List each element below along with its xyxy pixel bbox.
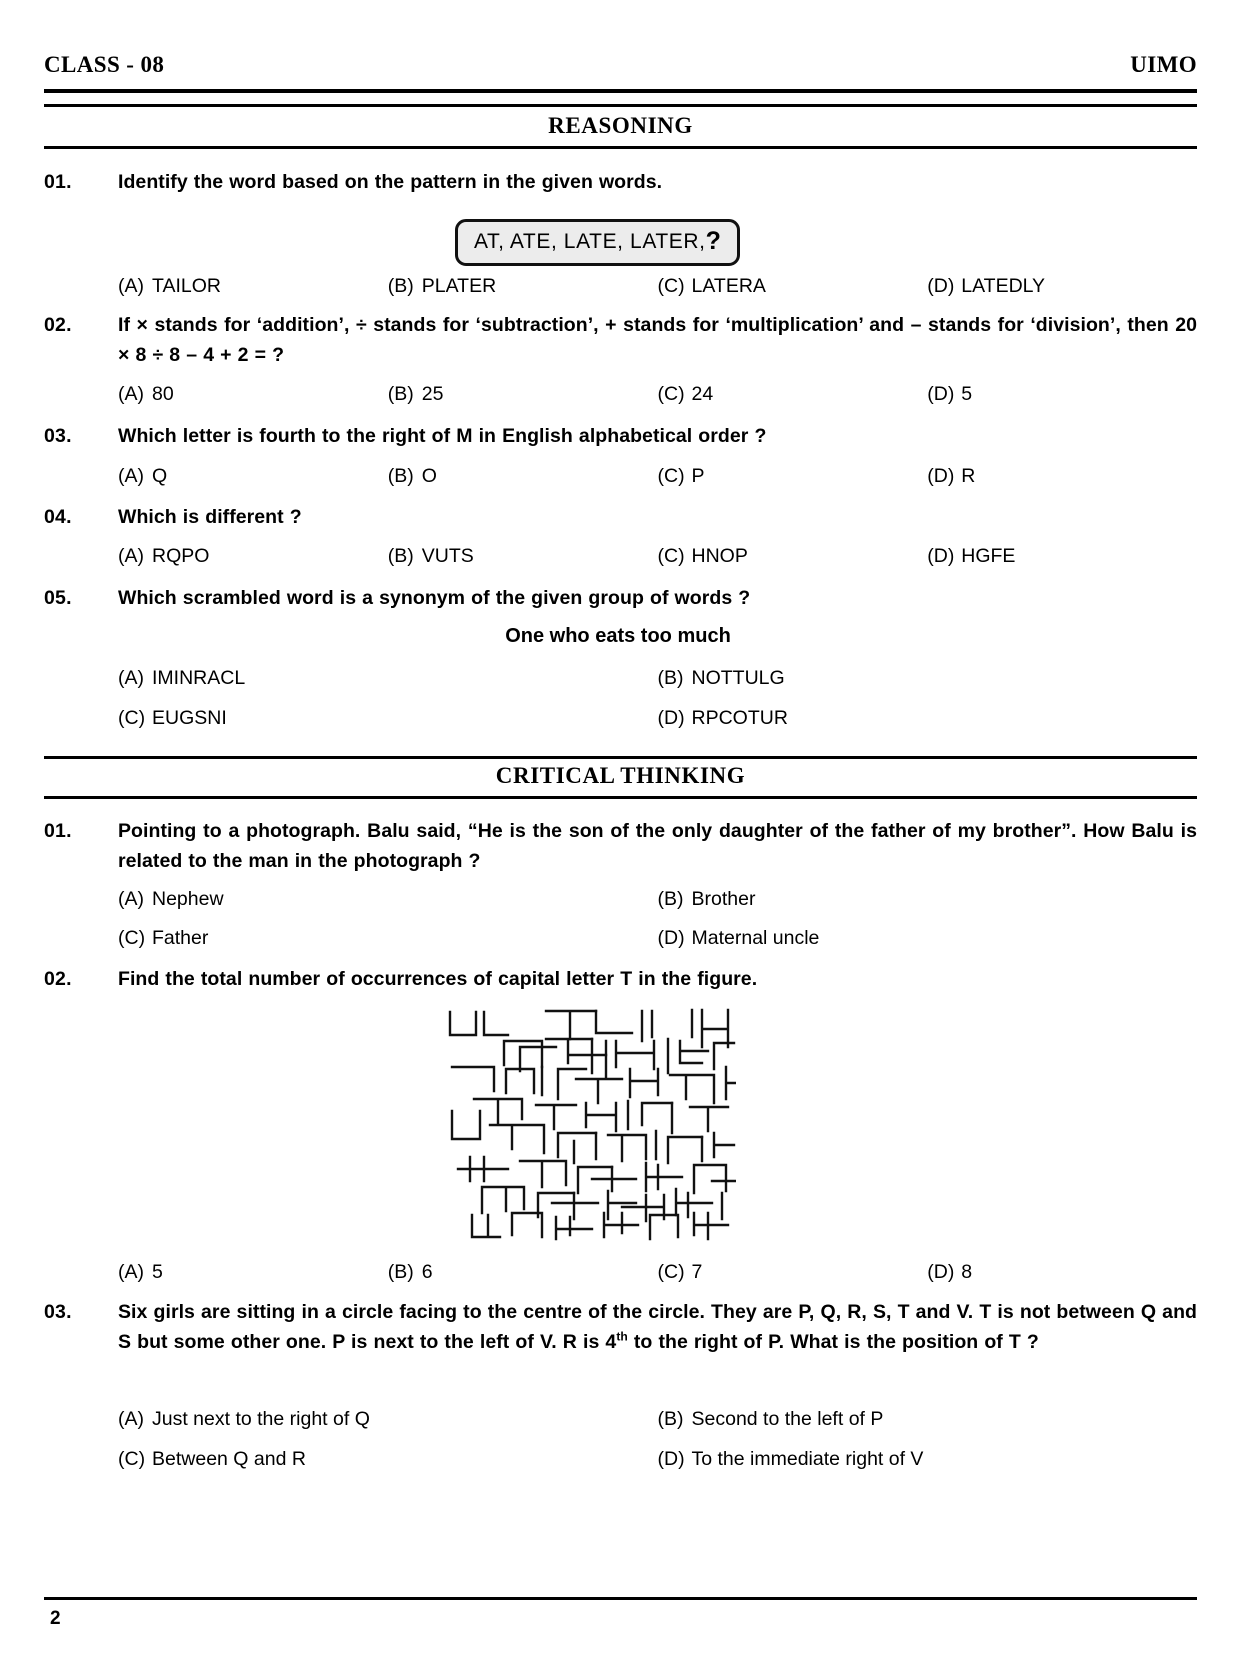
option-label: (C) — [118, 1448, 146, 1470]
option-label: (B) — [657, 667, 684, 689]
option-text: 24 — [691, 383, 714, 405]
option-label: (D) — [927, 1261, 955, 1283]
question-critical-02 — [44, 964, 1197, 994]
option-label: (B) — [657, 1408, 684, 1430]
option-text: 25 — [421, 383, 444, 405]
option-label: (A) — [118, 383, 144, 405]
question-text: Identify the word based on the pattern in the given words. — [118, 171, 663, 193]
option-text: LATEDLY — [961, 275, 1046, 297]
option-label: (C) — [657, 545, 685, 567]
option-b[interactable] — [388, 462, 658, 490]
option-text: PLATER — [421, 275, 497, 297]
option-label: (C) — [657, 465, 685, 487]
option-text: TAILOR — [152, 275, 221, 297]
option-text: Brother — [691, 888, 756, 910]
question-text — [118, 1297, 1197, 1357]
options-reasoning-04 — [118, 542, 1197, 570]
option-label: (D) — [657, 1448, 685, 1470]
option-text: 80 — [152, 383, 174, 405]
question-reasoning-02 — [44, 310, 1197, 370]
option-c[interactable] — [118, 924, 658, 952]
question-text-superscript: th — [616, 1329, 628, 1344]
maze-svg — [446, 1007, 736, 1242]
option-label: (D) — [927, 545, 955, 567]
option-d[interactable] — [927, 380, 1197, 408]
option-label: (B) — [387, 275, 414, 297]
critical-thinking-rule-top — [44, 756, 1197, 759]
options-reasoning-05-row2 — [118, 704, 1197, 732]
option-label: (B) — [387, 545, 414, 567]
option-text: 5 — [152, 1261, 163, 1283]
option-d[interactable] — [658, 1445, 1198, 1473]
question-text: Which letter is fourth to the right of M in English alphabetical order ? — [118, 425, 767, 447]
header-rule-bottom — [44, 104, 1197, 107]
option-text: Second to the left of P — [691, 1408, 884, 1430]
option-text: O — [421, 465, 437, 487]
question-text-part2: to the right of P. What is the position of T ? — [627, 1331, 1039, 1353]
option-b[interactable] — [388, 542, 658, 570]
option-label: (B) — [387, 383, 414, 405]
option-text: Between Q and R — [152, 1448, 306, 1470]
question-number: 05. — [44, 587, 72, 609]
option-a[interactable] — [118, 664, 658, 692]
option-label: (A) — [118, 545, 144, 567]
options-critical-01-row2 — [118, 924, 1197, 952]
option-c[interactable] — [118, 704, 658, 732]
option-c[interactable] — [118, 1445, 658, 1473]
options-critical-03-row1 — [118, 1405, 1197, 1433]
option-text: To the immediate right of V — [691, 1448, 924, 1470]
question-text: Pointing to a photograph. Balu said, “He is the son of the only daughter of the father of my brother”. How Balu is related to the man in the photograph ? — [118, 820, 1197, 872]
option-text: Q — [152, 465, 168, 487]
question-reasoning-05 — [44, 583, 1197, 613]
pattern-sequence-text: AT, ATE, LATE, LATER, — [474, 230, 706, 253]
option-text: Just next to the right of Q — [152, 1408, 370, 1430]
question-number: 03. — [44, 1301, 72, 1323]
option-c[interactable] — [658, 542, 928, 570]
option-text: EUGSNI — [152, 707, 227, 729]
option-a[interactable] — [118, 272, 388, 300]
section-title-text: REASONING — [548, 113, 693, 138]
question-number: 01. — [44, 820, 72, 842]
option-label: (C) — [657, 383, 685, 405]
option-a[interactable] — [118, 885, 658, 913]
option-c[interactable] — [658, 272, 928, 300]
option-a[interactable] — [118, 462, 388, 490]
header-exam-label: UIMO — [1130, 52, 1197, 77]
option-c[interactable] — [658, 1258, 928, 1286]
question-number: 01. — [44, 171, 72, 193]
question-number: 04. — [44, 506, 72, 528]
option-label: (A) — [118, 888, 144, 910]
option-b[interactable] — [658, 664, 1198, 692]
question-number: 02. — [44, 968, 72, 990]
option-label: (C) — [118, 707, 146, 729]
section-title-text: CRITICAL THINKING — [495, 763, 746, 788]
footer-rule — [44, 1597, 1197, 1600]
reasoning-rule-under — [44, 146, 1197, 149]
option-text: 7 — [691, 1261, 703, 1283]
question-number: 03. — [44, 425, 72, 447]
maze-of-line-segments-figure — [446, 1007, 736, 1242]
option-text: RQPO — [152, 545, 210, 567]
option-b[interactable] — [388, 1258, 658, 1286]
option-label: (D) — [657, 707, 685, 729]
option-text: IMINRACL — [152, 667, 246, 689]
option-text: P — [691, 465, 705, 487]
option-b[interactable] — [658, 1405, 1198, 1433]
option-label: (C) — [657, 275, 685, 297]
section-heading-reasoning — [44, 113, 1197, 139]
option-label: (C) — [657, 1261, 685, 1283]
question-critical-01 — [44, 816, 1197, 876]
option-label: (D) — [927, 383, 955, 405]
options-critical-03-row2 — [118, 1445, 1197, 1473]
option-label: (A) — [118, 465, 144, 487]
option-a[interactable] — [118, 1258, 388, 1286]
option-a[interactable] — [118, 1405, 658, 1433]
page-number: 2 — [50, 1608, 61, 1629]
option-text: 5 — [961, 383, 973, 405]
option-b[interactable] — [388, 380, 658, 408]
option-text: 6 — [421, 1261, 433, 1283]
option-text: RPCOTUR — [691, 707, 788, 729]
option-label: (A) — [118, 667, 144, 689]
option-c[interactable] — [658, 380, 928, 408]
option-label: (A) — [118, 275, 144, 297]
option-label: (A) — [118, 1408, 144, 1430]
option-label: (A) — [118, 1261, 144, 1283]
option-text: Father — [152, 927, 209, 949]
section-heading-critical-thinking — [44, 763, 1197, 789]
option-a[interactable] — [118, 380, 388, 408]
question-reasoning-03 — [44, 421, 1197, 451]
critical-thinking-rule-under — [44, 796, 1197, 799]
option-text: LATERA — [691, 275, 766, 297]
question-text: Which is different ? — [118, 506, 302, 528]
page-header — [44, 52, 1197, 78]
pattern-question-mark: ? — [705, 227, 722, 255]
option-label: (B) — [657, 888, 684, 910]
header-class-label: CLASS - 08 — [44, 52, 165, 77]
pattern-sequence-box — [455, 219, 740, 266]
option-d[interactable] — [927, 542, 1197, 570]
question-reasoning-01 — [44, 167, 1197, 197]
options-critical-02 — [118, 1258, 1197, 1286]
option-d[interactable] — [927, 272, 1197, 300]
option-text: VUTS — [421, 545, 474, 567]
question-clue-text: One who eats too much — [505, 625, 731, 647]
option-c[interactable] — [658, 462, 928, 490]
question-text-part1: Six girls are sitting in a circle facing to the centre of the circle. They are P, Q, R, S, T and V. T is not between Q and S but some other one. P is next to the left of V. R is 4 — [118, 1301, 1197, 1353]
option-label: (D) — [927, 465, 955, 487]
option-text: Maternal uncle — [691, 927, 820, 949]
options-reasoning-01 — [118, 272, 1197, 300]
option-b[interactable] — [658, 885, 1198, 913]
header-rule-top — [44, 89, 1197, 93]
option-label: (B) — [387, 465, 414, 487]
option-text: R — [961, 465, 976, 487]
options-critical-01-row1 — [118, 885, 1197, 913]
option-label: (B) — [387, 1261, 414, 1283]
question-text: If × stands for ‘addition’, ÷ stands for ‘subtraction’, + stands for ‘multiplication’ and – stands for ‘division’, then 20 × 8 ÷ 8 – 4 + 2 = ? — [118, 314, 1197, 366]
option-label: (C) — [118, 927, 146, 949]
question-text: Find the total number of occurrences of capital letter T in the figure. — [118, 968, 758, 990]
question-reasoning-04 — [44, 502, 1197, 532]
option-d[interactable] — [658, 924, 1198, 952]
option-d[interactable] — [927, 462, 1197, 490]
question-text: Which scrambled word is a synonym of the given group of words ? — [118, 587, 751, 609]
option-text: NOTTULG — [691, 667, 785, 689]
option-b[interactable] — [388, 272, 658, 300]
option-a[interactable] — [118, 542, 388, 570]
option-text: Nephew — [152, 888, 224, 910]
option-d[interactable] — [927, 1258, 1197, 1286]
option-text: HGFE — [961, 545, 1016, 567]
options-reasoning-02 — [118, 380, 1197, 408]
options-reasoning-05-row1 — [118, 664, 1197, 692]
option-label: (D) — [927, 275, 955, 297]
option-d[interactable] — [658, 704, 1198, 732]
question-critical-03 — [44, 1297, 1197, 1357]
option-text: 8 — [961, 1261, 973, 1283]
options-reasoning-03 — [118, 462, 1197, 490]
option-text: HNOP — [691, 545, 748, 567]
question-number: 02. — [44, 314, 72, 336]
option-label: (D) — [657, 927, 685, 949]
